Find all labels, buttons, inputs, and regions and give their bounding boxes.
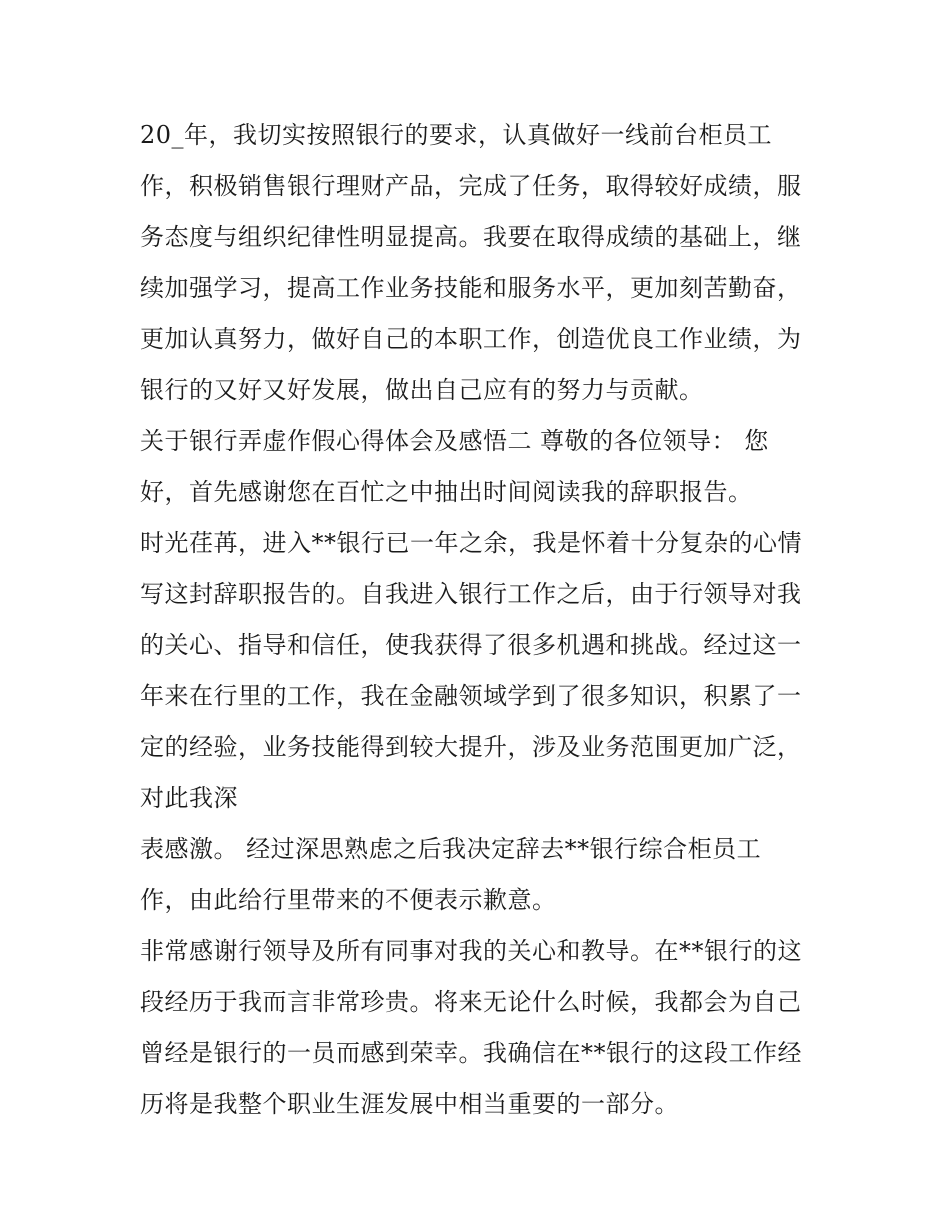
text-line: 表感激。 经过深思熟虑之后我决定辞去**银行综合柜员工 xyxy=(140,835,762,863)
text-line: 对此我深 xyxy=(140,784,238,812)
text-line: 关于银行弄虚作假心得体会及感悟二 尊敬的各位领导： 您 xyxy=(140,427,769,455)
text-line: 好，首先感谢您在百忙之中抽出时间阅读我的辞职报告。 xyxy=(140,478,753,506)
text-line: 的关心、指导和信任，使我获得了很多机遇和挑战。经过这一 xyxy=(140,631,802,659)
text-line: 银行的又好又好发展，做出自己应有的努力与贡献。 xyxy=(140,376,704,404)
text-line: 段经历于我而言非常珍贵。将来无论什么时候，我都会为自己 xyxy=(140,988,802,1016)
text-line: 非常感谢行领导及所有同事对我的关心和教导。在**银行的这 xyxy=(140,937,802,965)
text-line: 更加认真努力，做好自己的本职工作，创造优良工作业绩，为 xyxy=(140,325,802,353)
text-line: 作，积极销售银行理财产品，完成了任务，取得较好成绩，服 xyxy=(140,172,802,200)
document-body xyxy=(140,110,820,1130)
text-line: 历将是我整个职业生涯发展中相当重要的一部分。 xyxy=(140,1090,679,1118)
text-line: 20_年，我切实按照银行的要求，认真做好一线前台柜员工 xyxy=(140,121,773,149)
text-line: 年来在行里的工作，我在金融领域学到了很多知识，积累了一 xyxy=(140,682,802,710)
text-line: 作，由此给行里带来的不便表示歉意。 xyxy=(140,886,557,914)
text-line: 续加强学习，提高工作业务技能和服务水平，更加刻苦勤奋， xyxy=(140,274,802,302)
text-line: 曾经是银行的一员而感到荣幸。我确信在**银行的这段工作经 xyxy=(140,1039,802,1067)
text-line: 定的经验，业务技能得到较大提升，涉及业务范围更加广泛， xyxy=(140,733,802,761)
text-line: 务态度与组织纪律性明显提高。我要在取得成绩的基础上，继 xyxy=(140,223,802,251)
text-line: 时光荏苒，进入**银行已一年之余，我是怀着十分复杂的心情 xyxy=(140,529,802,557)
text-line: 写这封辞职报告的。自我进入银行工作之后，由于行领导对我 xyxy=(140,580,802,608)
